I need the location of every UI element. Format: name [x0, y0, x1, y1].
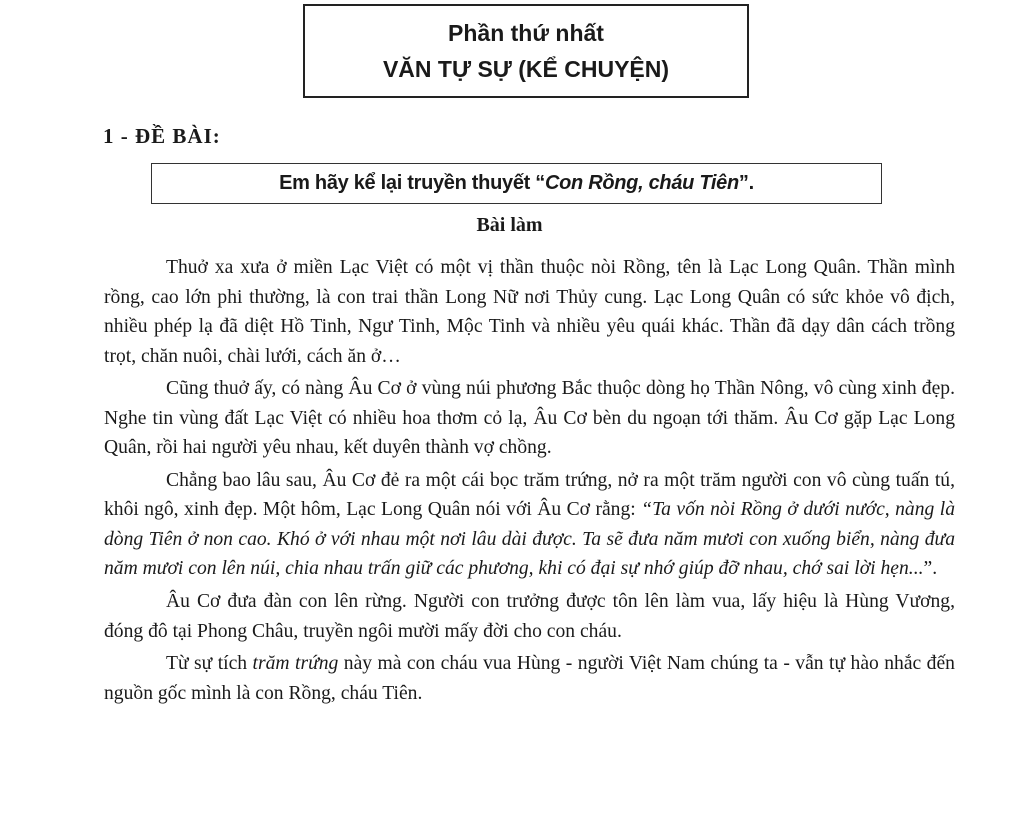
- paragraph-4: Âu Cơ đưa đàn con lên rừng. Người con trưởng được tôn lên làm vua, lấy hiệu là Hùng Vương, đóng đô tại Phong Châu, truyền ngôi mười mấy đời cho con cháu.: [104, 591, 955, 642]
- paragraph-5-rest: này mà con cháu vua Hùng - người Việt Nam chúng ta - vẫn tự hào nhắc đến nguồn gốc mình là con Rồng, cháu Tiên.: [104, 653, 955, 704]
- part-label: Phần thứ nhất: [448, 20, 604, 46]
- prompt-text: Em hãy kể lại truyền thuyết: [279, 172, 536, 194]
- paragraph-3-quote: “Ta vốn nòi Rồng ở dưới nước, nàng là dòng Tiên ở non cao. Khó ở với nhau một nơi lâu dài được. Ta sẽ đưa năm mươi con xuống biển, nàng đưa năm mươi con lên núi, chia nhau trấn giữ các phương, khi có đại sự nhớ giúp đỡ nhau, chớ sai lời hẹn...: [104, 499, 955, 580]
- part-title-box: [303, 4, 749, 98]
- exercise-prompt-box: [151, 163, 882, 204]
- paragraph-3: [104, 466, 955, 584]
- paragraph-5-start: Từ sự tích: [166, 653, 253, 675]
- paragraph-2: Cũng thuở ấy, có nàng Âu Cơ ở vùng núi phương Bắc thuộc dòng họ Thần Nông, vô cùng xinh đẹp. Nghe tin vùng đất Lạc Việt có nhiều hoa thơm cỏ lạ, Âu Cơ bèn du ngoạn tới thăm. Âu Cơ gặp Lạc Long Quân, rồi hai người yêu nhau, kết duyên thành vợ chồng.: [104, 378, 955, 459]
- paragraph-3-end: ”.: [923, 558, 938, 580]
- paragraph-3-text: Chẳng bao lâu sau, Âu Cơ đẻ ra một cái bọc trăm trứng, nở ra một trăm người con vô cùng tuấn tú, khôi ngô, xinh đẹp. Một hôm, Lạc Long Quân nói với Âu Cơ rằng:: [104, 469, 955, 521]
- prompt-work-title: Con Rồng, cháu Tiên: [544, 172, 739, 194]
- answer-title: Bài làm: [476, 214, 543, 236]
- prompt-open-quote: “: [535, 172, 545, 194]
- answer-body: [104, 253, 955, 711]
- prompt-close-quote: ”.: [738, 172, 754, 194]
- paragraph-1: Thuở xa xưa ở miền Lạc Việt có một vị thần thuộc nòi Rồng, tên là Lạc Long Quân. Thần mình rồng, cao lớn phi thường, là con trai thần Long Nữ nơi Thủy cung. Lạc Long Quân có sức khỏe vô địch, nhiều phép lạ đã diệt Hồ Tinh, Ngư Tinh, Mộc Tinh và nhiều yêu quái khác. Thần đã dạy dân cách trồng trọt, chăn nuôi, chài lưới, cách ăn ở…: [104, 257, 955, 367]
- paragraph-5-italic: trăm trứng: [252, 653, 339, 675]
- paragraph-5: [104, 649, 955, 708]
- section-title: VĂN TỰ SỰ (KỂ CHUYỆN): [382, 56, 670, 82]
- exercise-heading: 1 - ĐỀ BÀI:: [103, 124, 221, 148]
